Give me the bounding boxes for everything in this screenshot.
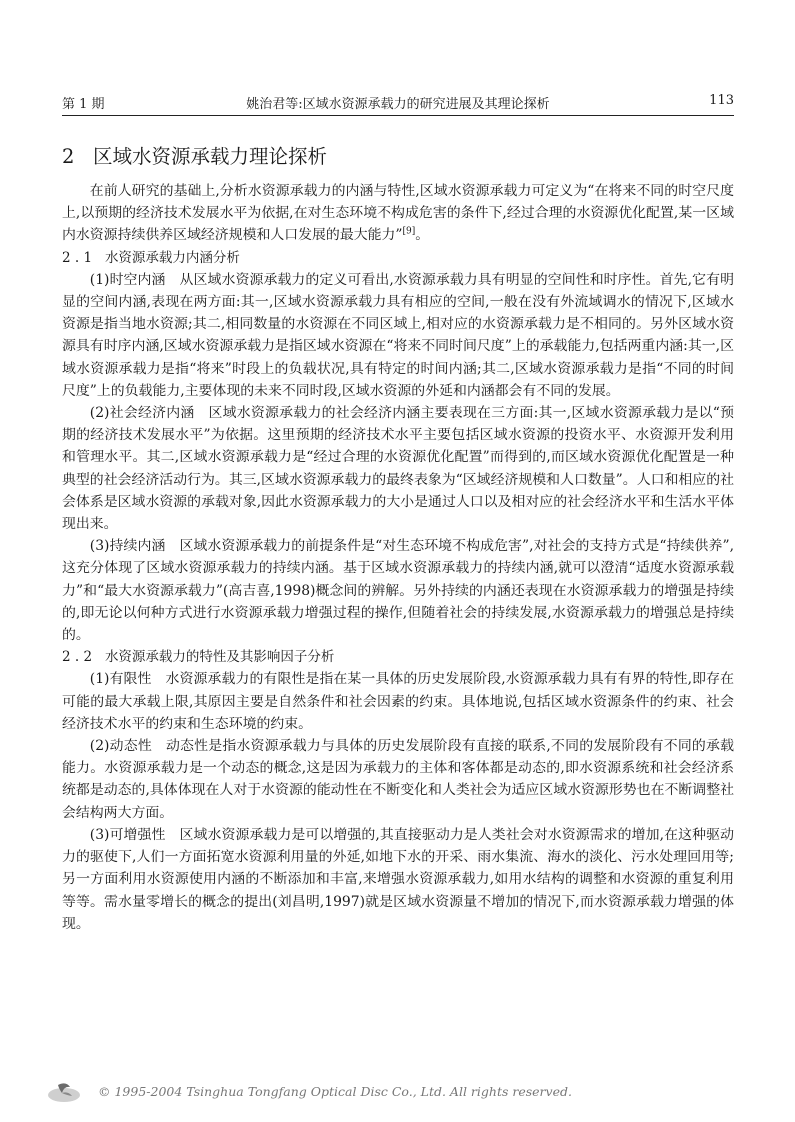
paragraph-label: (3)可增强性 — [89, 826, 166, 843]
paragraph-socioeconomic — [62, 402, 734, 535]
running-header — [62, 93, 734, 115]
intro-end: 。 — [415, 227, 430, 244]
subsection-title: 水资源承载力的特性及其影响因子分析 — [104, 649, 335, 666]
paragraph-label: (3)持续内涵 — [89, 538, 166, 555]
intro-text: 在前人研究的基础上,分析水资源承载力的内涵与特性,区域水资源承载力可定义为“在将来不同的时空尺度上,以预期的经济技术发展水平为依据,在对生态环境不构成危害的条件下,经过合理的水资源优化配置,某一区域内水资源持续供养区域经济规模和人口发展的最大能力” — [62, 183, 734, 244]
footer — [46, 1079, 646, 1107]
paragraph-text: 区域水资源承载力是可以增强的,其直接驱动力是人类社会对水资源需求的增加,在这种驱动力的驱使下,人们一方面拓宽水资源利用量的外延,如地下水的开采、雨水集流、海水的淡化、污水处理回用等;另一方面利用水资源使用内涵的不断添加和丰富,来增强水资源承载力,如用水结构的调整和水资源的重复利用等等。需水量零增长的概念的提出(刘昌明,1997)就是区域水资源量不增加的情况下,而水资源承载力增强的体现。 — [62, 826, 734, 932]
header-rule — [62, 115, 734, 116]
subsection-title: 水资源承载力内涵分析 — [104, 249, 240, 266]
intro-paragraph — [62, 180, 734, 247]
paragraph-text: 水资源承载力的有限性是指在某一具体的历史发展阶段,水资源承载力具有有界的特性,即存在可能的最大承载上限,其原因主要是自然条件和社会因素的约束。具体地说,包括区域水资源条件的约束、社会经济技术水平的约束和生态环境的约束。 — [62, 671, 734, 732]
paragraph-label: (2)动态性 — [89, 738, 152, 755]
citation-ref[interactable]: [9] — [402, 226, 416, 237]
page-number: 113 — [709, 93, 734, 108]
paragraph-dynamics — [62, 735, 734, 824]
subsection-heading — [62, 646, 734, 668]
section-number: 2 — [62, 145, 75, 168]
paragraph-spatiotemporal — [62, 269, 734, 402]
paragraph-label: (2)社会经济内涵 — [89, 405, 195, 422]
paragraph-text: 区域水资源承载力的社会经济内涵主要表现在三方面:其一,区域水资源承载力是以“预期的经济技术发展水平”为依据。这里预期的经济技术水平主要包括区域水资源的投资水平、水资源开发利用和管理水平。其二,区域水资源承载力是“经过合理的水资源优化配置”而得到的,而区域水资源优化配置是一种典型的社会经济活动行为。其三,区域水资源承载力的最终表象为“区域经济规模和人口数量”。人口和相应的社会体系是区域水资源的承载对象,因此水资源承载力的大小是通过人口以及相对应的社会经济水平和生活水平体现出来。 — [62, 405, 734, 533]
running-title: 姚治君等:区域水资源承载力的研究进展及其理论探析 — [246, 97, 550, 112]
subsection-number: 2 . 1 — [62, 249, 93, 266]
paragraph-text: 从区域水资源承载力的定义可看出,水资源承载力具有明显的空间性和时序性。首先,它有明显的空间内涵,表现在两方面:其一,区域水资源承载力具有相应的空间,一般在没有外流域调水的情况下,区域水资源是指当地水资源;其二,相同数量的水资源在不同区域上,相对应的水资源承载力是不相同的。另外区域水资源具有时序内涵,区域水资源承载力是指区域水资源在“将来不同时间尺度”上的承载能力,包括两重内涵:其一,区域水资源承载力是指“将来”时段上的负载状况,具有特定的时间内涵;其二,区域水资源承载力是指“不同的时间尺度”上的负载能力,主要体现的未来不同时段,区域水资源的外延和内涵都会有不同的发展。 — [62, 271, 734, 399]
cnki-logo-icon — [46, 1079, 82, 1105]
paragraph-finiteness — [62, 668, 734, 735]
subsection-heading — [62, 247, 734, 269]
page-body — [62, 140, 734, 935]
paragraph-text: 动态性是指水资源承载力与具体的历史发展阶段有直接的联系,不同的发展阶段有不同的承载能力。水资源承载力是一个动态的概念,这是因为承载力的主体和客体都是动态的,即水资源系统和社会经济系统都是动态的,具体体现在人对于水资源的能动性在不断变化和人类社会为适应区域水资源形势也在不断调整社会结构两大方面。 — [62, 738, 734, 821]
copyright-notice: © 1995-2004 Tsinghua Tongfang Optical Disc Co., Ltd. All rights reserved. — [98, 1084, 572, 1099]
paragraph-label: (1)有限性 — [89, 671, 152, 688]
issue-number: 第 1 期 — [62, 97, 105, 112]
section-title: 区域水资源承载力理论探析 — [93, 145, 328, 168]
section-heading — [62, 140, 734, 174]
paragraph-text: 区域水资源承载力的前提条件是“对生态环境不构成危害”,对社会的支持方式是“持续供养”,这充分体现了区域水资源承载力的持续内涵。基于区域水资源承载力的持续内涵,就可以澄清“适度水资源承载力”和“最大水资源承载力”(高吉喜,1998)概念间的辨解。另外持续的内涵还表现在水资源承载力的增强是持续的,即无论以何种方式进行水资源承载力增强过程的操作,但随着社会的持续发展,水资源承载力的增强总是持续的。 — [62, 538, 734, 644]
paragraph-enhanceability — [62, 824, 734, 935]
subsection-number: 2 . 2 — [62, 649, 93, 666]
paragraph-sustainability — [62, 535, 734, 646]
paragraph-label: (1)时空内涵 — [89, 271, 166, 288]
